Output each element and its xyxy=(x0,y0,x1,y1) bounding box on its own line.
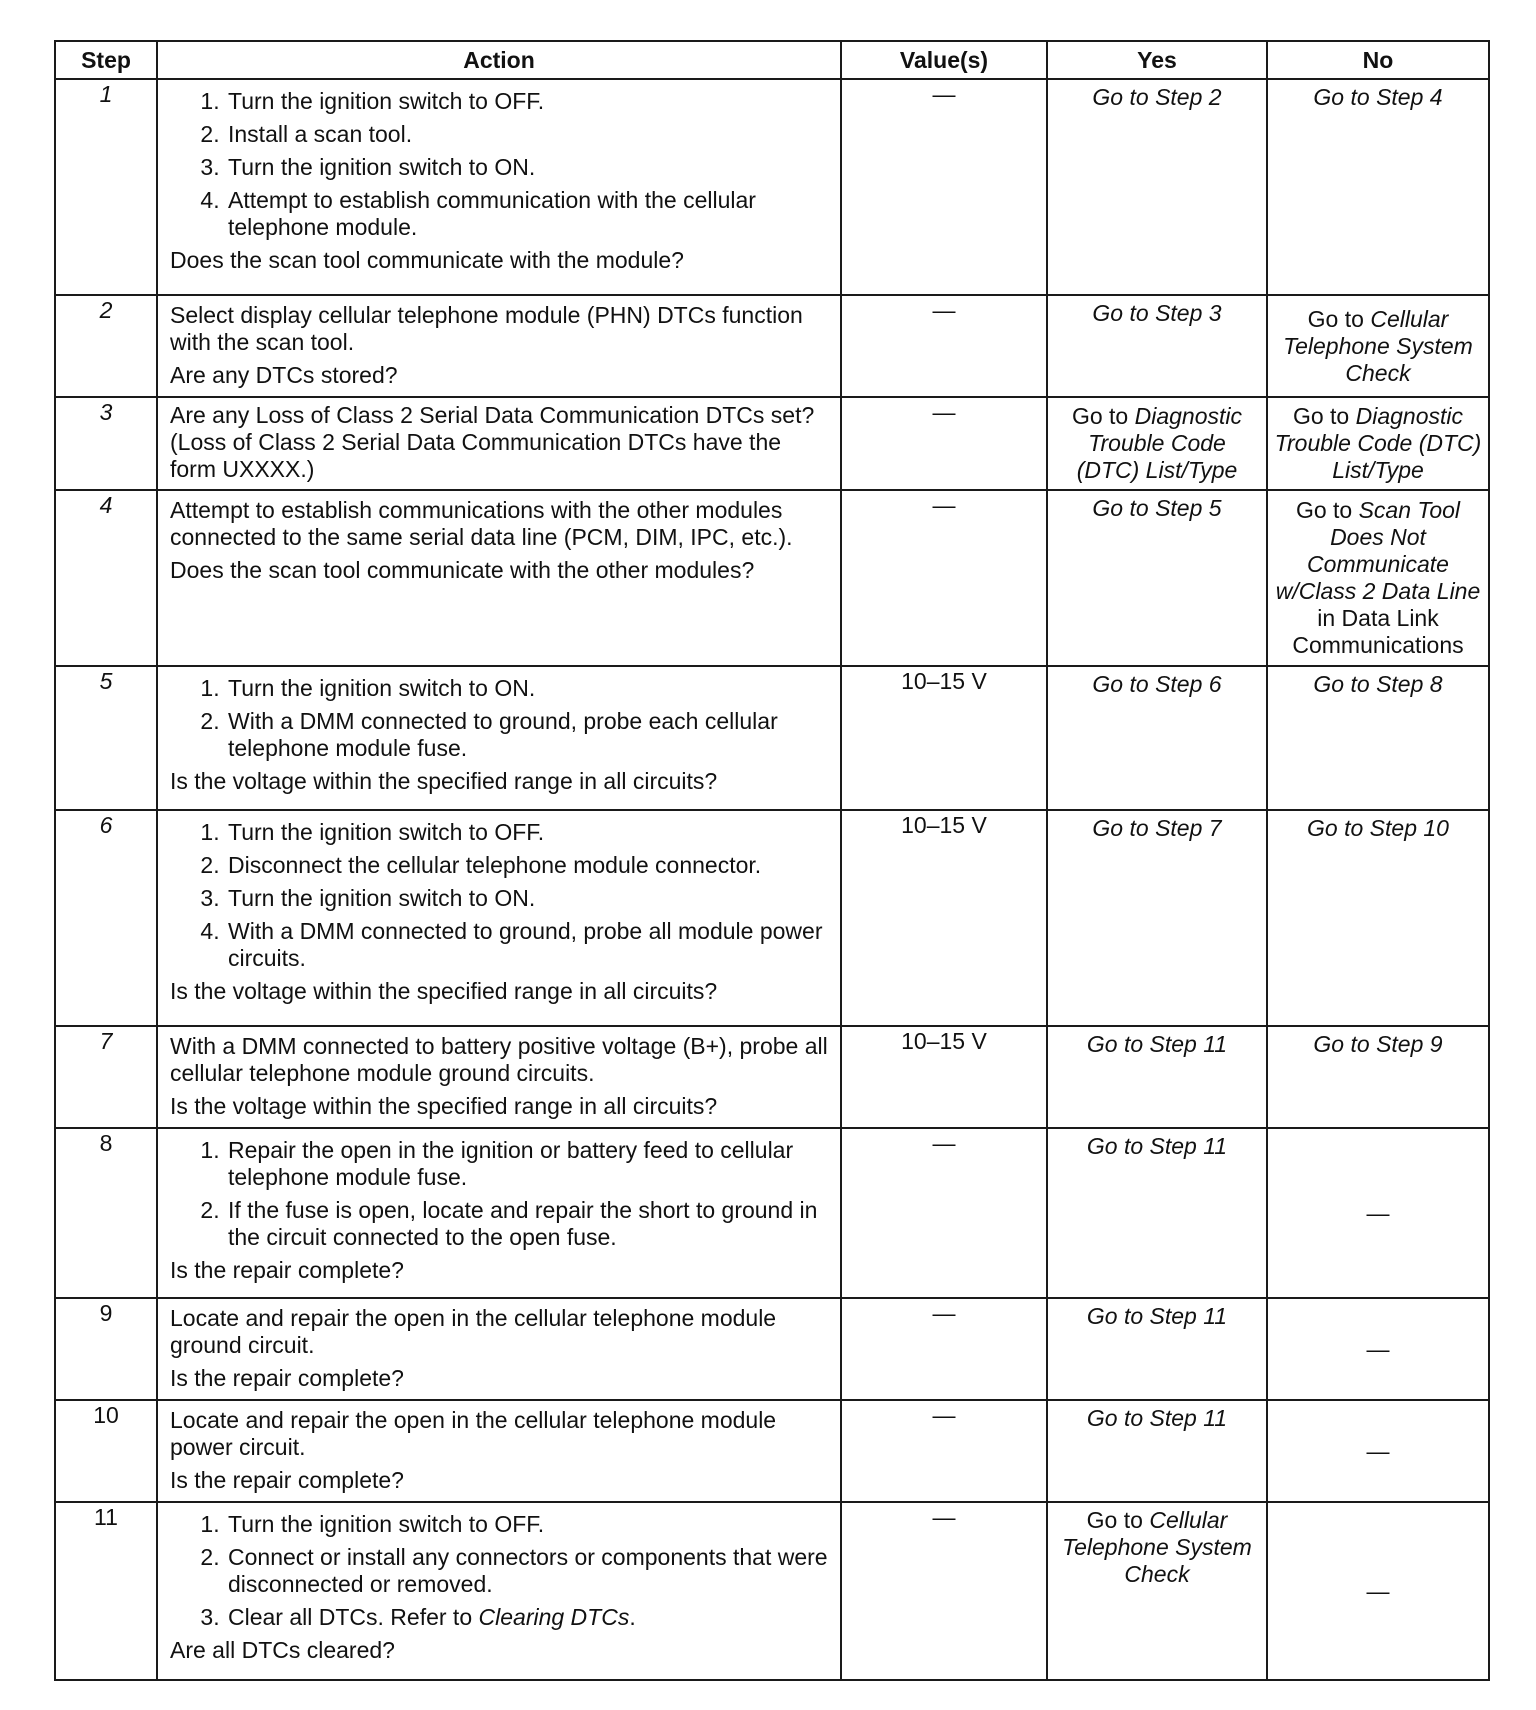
header-values: Value(s) xyxy=(841,41,1047,79)
value-cell: — xyxy=(841,1400,1047,1502)
no-prefix: Go to xyxy=(1295,497,1359,523)
action-item: 2. Disconnect the cellular telephone module connector. xyxy=(226,852,830,879)
action-text: Select display cellular telephone module (PHN) DTCs function with the scan tool. xyxy=(170,302,803,355)
action-cell xyxy=(157,79,841,295)
action-item xyxy=(226,1604,830,1631)
yes-cell: Go to Step 11 xyxy=(1047,1400,1267,1502)
action-item: 3. Turn the ignition switch to ON. xyxy=(226,885,830,912)
action-item: 4. Attempt to establish communication with the cellular telephone module. xyxy=(226,187,830,241)
action-item: 1. Turn the ignition switch to OFF. xyxy=(226,88,830,115)
value-cell: 10–15 V xyxy=(841,1026,1047,1128)
action-question: Is the repair complete? xyxy=(170,1365,404,1391)
no-cell: Go to Step 8 xyxy=(1267,666,1489,810)
action-text: Locate and repair the open in the cellular telephone module power circuit. xyxy=(170,1407,777,1460)
action-item: 2. With a DMM connected to ground, probe each cellular telephone module fuse. xyxy=(226,708,830,762)
step-number: 9 xyxy=(55,1298,157,1400)
table-row xyxy=(55,666,1489,810)
value-cell: 10–15 V xyxy=(841,810,1047,1026)
no-cell: Go to Step 4 xyxy=(1267,79,1489,295)
value-cell: — xyxy=(841,295,1047,397)
table-row xyxy=(55,1400,1489,1502)
table-row xyxy=(55,490,1489,666)
action-cell xyxy=(157,1502,841,1680)
action-cell xyxy=(157,1400,841,1502)
diagnostic-table xyxy=(54,40,1490,1681)
step-number: 11 xyxy=(55,1502,157,1680)
header-no: No xyxy=(1267,41,1489,79)
value-cell: — xyxy=(841,1128,1047,1298)
no-link-text: Diagnostic Trouble Code (DTC) List/Type xyxy=(1274,403,1482,483)
yes-cell: Go to Step 7 xyxy=(1047,810,1267,1026)
action-item: 1. Turn the ignition switch to OFF. xyxy=(226,819,830,846)
no-cell: — xyxy=(1267,1128,1489,1298)
step-number: 2 xyxy=(55,295,157,397)
action-question: Is the voltage within the specified range in all circuits? xyxy=(170,768,718,794)
action-cell xyxy=(157,1128,841,1298)
step-number: 3 xyxy=(55,397,157,490)
action-item: 3. Turn the ignition switch to ON. xyxy=(226,154,830,181)
table-row xyxy=(55,295,1489,397)
no-cell: — xyxy=(1267,1400,1489,1502)
step-number: 10 xyxy=(55,1400,157,1502)
step-number: 8 xyxy=(55,1128,157,1298)
action-cell xyxy=(157,810,841,1026)
yes-cell: Go to Step 2 xyxy=(1047,79,1267,295)
yes-cell: Go to Step 5 xyxy=(1047,490,1267,666)
no-cell xyxy=(1267,295,1489,397)
step-number: 6 xyxy=(55,810,157,1026)
action-cell xyxy=(157,1298,841,1400)
action-question: Are all DTCs cleared? xyxy=(170,1637,395,1663)
diagnostic-page xyxy=(54,40,1488,1681)
step-number: 5 xyxy=(55,666,157,810)
no-link-text: Scan Tool Does Not Communicate w/Class 2 Data Line xyxy=(1275,497,1481,604)
action-item-prefix: Clear all DTCs. Refer to xyxy=(228,1604,479,1630)
no-link-text: Cellular Telephone System Check xyxy=(1283,305,1473,386)
table-row xyxy=(55,1128,1489,1298)
value-cell: — xyxy=(841,397,1047,490)
value-cell: — xyxy=(841,490,1047,666)
yes-cell: Go to Step 6 xyxy=(1047,666,1267,810)
action-text: Are any Loss of Class 2 Serial Data Communication DTCs set? (Loss of Class 2 Serial Data Communication DTCs have the form UXXXX.) xyxy=(170,402,815,482)
action-cell xyxy=(157,1026,841,1128)
action-text: With a DMM connected to battery positive voltage (B+), probe all cellular telephone module ground circuits. xyxy=(170,1033,828,1086)
step-number: 1 xyxy=(55,79,157,295)
yes-cell: Go to Step 11 xyxy=(1047,1298,1267,1400)
yes-cell xyxy=(1047,1502,1267,1680)
value-cell: 10–15 V xyxy=(841,666,1047,810)
action-item-link-text: Clearing DTCs xyxy=(478,1604,630,1630)
action-item-suffix: . xyxy=(629,1604,636,1630)
yes-prefix: Go to xyxy=(1071,403,1135,429)
action-question: Is the voltage within the specified range in all circuits? xyxy=(170,978,718,1004)
no-prefix: Go to xyxy=(1307,305,1371,332)
header-action: Action xyxy=(157,41,841,79)
yes-cell xyxy=(1047,397,1267,490)
value-cell: — xyxy=(841,1298,1047,1400)
step-number: 4 xyxy=(55,490,157,666)
no-cell: Go to Step 9 xyxy=(1267,1026,1489,1128)
action-question: Is the repair complete? xyxy=(170,1257,404,1283)
action-item: 2. If the fuse is open, locate and repair the short to ground in the circuit connected to the open fuse. xyxy=(226,1197,830,1251)
no-cell xyxy=(1267,397,1489,490)
table-row xyxy=(55,810,1489,1026)
header-step: Step xyxy=(55,41,157,79)
action-cell xyxy=(157,490,841,666)
action-cell xyxy=(157,295,841,397)
yes-link-text: Cellular Telephone System Check xyxy=(1062,1507,1252,1587)
action-question: Is the voltage within the specified range in all circuits? xyxy=(170,1093,718,1119)
table-row xyxy=(55,1502,1489,1680)
action-question: Does the scan tool communicate with the other modules? xyxy=(170,557,755,583)
action-item: 1. Turn the ignition switch to OFF. xyxy=(226,1511,830,1538)
action-text: Locate and repair the open in the cellular telephone module ground circuit. xyxy=(170,1305,777,1358)
action-item: 1. Turn the ignition switch to ON. xyxy=(226,675,830,702)
table-row xyxy=(55,1298,1489,1400)
no-suffix: in Data Link Communications xyxy=(1292,605,1464,658)
action-item: 2. Connect or install any connectors or components that were disconnected or removed. xyxy=(226,1544,830,1598)
no-cell: — xyxy=(1267,1502,1489,1680)
no-cell xyxy=(1267,490,1489,666)
step-number: 7 xyxy=(55,1026,157,1128)
value-cell: — xyxy=(841,79,1047,295)
yes-cell: Go to Step 11 xyxy=(1047,1026,1267,1128)
no-cell: — xyxy=(1267,1298,1489,1400)
table-header-row xyxy=(55,41,1489,79)
action-cell xyxy=(157,666,841,810)
yes-cell: Go to Step 3 xyxy=(1047,295,1267,397)
table-row xyxy=(55,79,1489,295)
action-question: Are any DTCs stored? xyxy=(170,362,398,388)
action-item: 2. Install a scan tool. xyxy=(226,121,830,148)
yes-link-text: Diagnostic Trouble Code (DTC) List/Type xyxy=(1076,403,1243,483)
action-cell xyxy=(157,397,841,490)
no-cell: Go to Step 10 xyxy=(1267,810,1489,1026)
yes-cell: Go to Step 11 xyxy=(1047,1128,1267,1298)
action-question: Is the repair complete? xyxy=(170,1467,404,1493)
action-item: 4. With a DMM connected to ground, probe all module power circuits. xyxy=(226,918,830,972)
action-text: Attempt to establish communications with the other modules connected to the same serial data line (PCM, DIM, IPC, etc.). xyxy=(170,497,793,550)
header-yes: Yes xyxy=(1047,41,1267,79)
value-cell: — xyxy=(841,1502,1047,1680)
action-item: 1. Repair the open in the ignition or battery feed to cellular telephone module fuse. xyxy=(226,1137,830,1191)
no-prefix: Go to xyxy=(1292,403,1356,429)
table-row xyxy=(55,397,1489,490)
yes-prefix: Go to xyxy=(1086,1507,1150,1533)
table-row xyxy=(55,1026,1489,1128)
action-question: Does the scan tool communicate with the module? xyxy=(170,247,684,273)
